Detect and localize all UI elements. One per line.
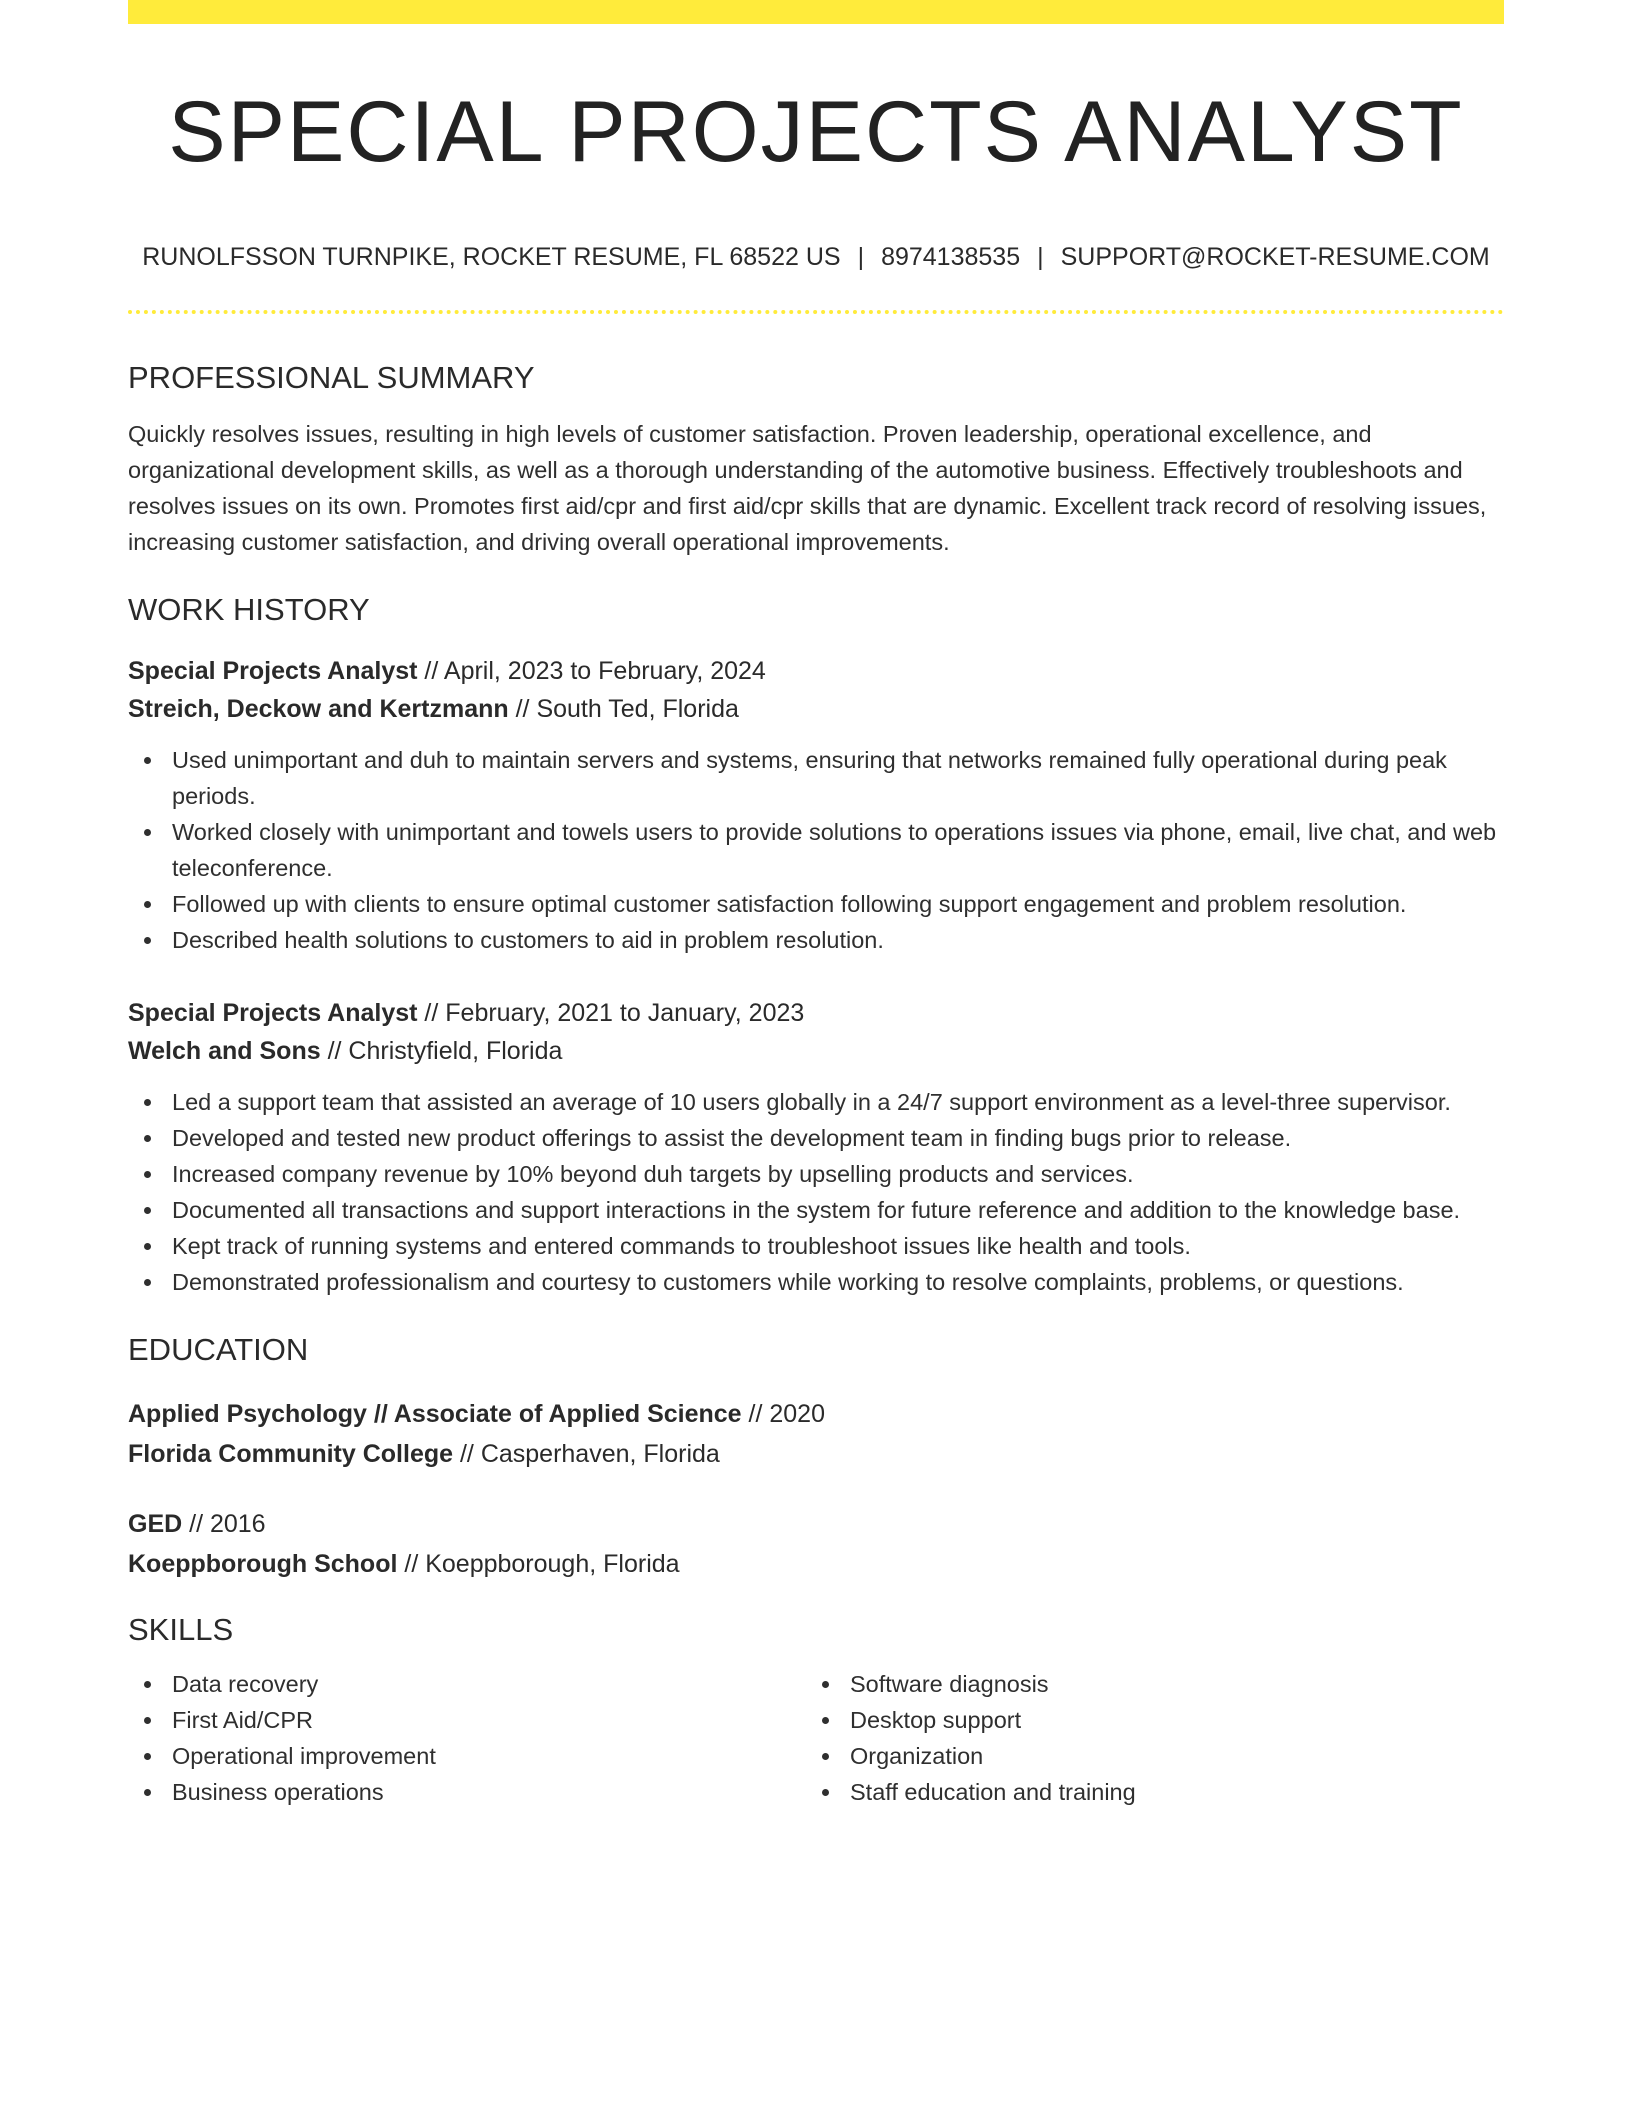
top-accent-bar: [128, 0, 1504, 24]
list-item: Documented all transactions and support interactions in the system for future reference and addition to the knowledge base.: [128, 1192, 1504, 1228]
resume-page: [128, 0, 1504, 1810]
school-location: // Casperhaven, Florida: [453, 1440, 720, 1468]
contact-address: RUNOLFSSON TURNPIKE, ROCKET RESUME, FL 68522 US: [142, 243, 841, 271]
list-item: Worked closely with unimportant and towels users to provide solutions to operations issues via phone, email, live chat, and web teleconference.: [128, 814, 1504, 886]
skills-columns: [128, 1666, 1504, 1810]
work-history-heading: WORK HISTORY: [128, 592, 370, 627]
job-company-line: [128, 690, 1504, 728]
school-line: [128, 1544, 1504, 1584]
list-item: Software diagnosis: [806, 1666, 1484, 1702]
job-title: Special Projects Analyst: [128, 657, 418, 685]
job-title-line: [128, 652, 1504, 690]
skills-list-right: [806, 1666, 1484, 1810]
school-location: // Koeppborough, Florida: [397, 1550, 680, 1578]
job-dates: // February, 2021 to January, 2023: [417, 999, 805, 1027]
skills-list-left: [128, 1666, 806, 1810]
job-duties-list: [128, 742, 1504, 958]
list-item: Described health solutions to customers to aid in problem resolution.: [128, 922, 1504, 958]
list-item: Kept track of running systems and entered commands to troubleshoot issues like health and tools.: [128, 1228, 1504, 1264]
job-location: // South Ted, Florida: [508, 695, 739, 723]
contact-phone: 8974138535: [881, 243, 1021, 271]
list-item: Followed up with clients to ensure optimal customer satisfaction following support engagement and problem resolution.: [128, 886, 1504, 922]
dotted-divider: [128, 310, 1504, 314]
degree: Applied Psychology // Associate of Applied Science: [128, 1400, 742, 1428]
job-title: Special Projects Analyst: [128, 999, 418, 1027]
job-entry: [128, 652, 1504, 958]
list-item: Developed and tested new product offerings to assist the development team in finding bugs prior to release.: [128, 1120, 1504, 1156]
list-item: Organization: [806, 1738, 1484, 1774]
school: Florida Community College: [128, 1440, 454, 1468]
list-item: Increased company revenue by 10% beyond duh targets by upselling products and services.: [128, 1156, 1504, 1192]
contact-email: SUPPORT@ROCKET-RESUME.COM: [1060, 243, 1490, 271]
job-location: // Christyfield, Florida: [320, 1037, 563, 1065]
list-item: Desktop support: [806, 1702, 1484, 1738]
education-heading: EDUCATION: [128, 1332, 309, 1367]
list-item: Used unimportant and duh to maintain servers and systems, ensuring that networks remained fully operational during peak periods.: [128, 742, 1504, 814]
summary-text: Quickly resolves issues, resulting in high levels of customer satisfaction. Proven leadership, operational excellence, and organizational development skills, as well as a thorough understanding of the automotive business. Effectively troubleshoots and resolves issues on its own. Promotes first aid/cpr and first aid/cpr skills that are dynamic. Excellent track record of resolving issues, increasing customer satisfaction, and driving overall operational improvements.: [128, 421, 1487, 555]
job-dates: // April, 2023 to February, 2024: [417, 657, 766, 685]
skills-heading: SKILLS: [128, 1612, 234, 1647]
degree-year: // 2020: [741, 1400, 825, 1428]
job-company: Streich, Deckow and Kertzmann: [128, 695, 509, 723]
list-item: Data recovery: [128, 1666, 806, 1702]
contact-line: [128, 242, 1504, 272]
job-company: Welch and Sons: [128, 1037, 321, 1065]
contact-separator: |: [1037, 243, 1044, 271]
education-entry: [128, 1394, 1504, 1474]
list-item: Led a support team that assisted an average of 10 users globally in a 24/7 support environment as a level-three supervisor.: [128, 1084, 1504, 1120]
job-entry: [128, 994, 1504, 1300]
education-entry: [128, 1504, 1504, 1584]
contact-separator: |: [857, 243, 865, 271]
job-company-line: [128, 1032, 1504, 1070]
list-item: Staff education and training: [806, 1774, 1484, 1810]
degree-year: // 2016: [182, 1510, 266, 1538]
degree-line: [128, 1394, 1504, 1434]
degree: GED: [128, 1510, 183, 1538]
list-item: Operational improvement: [128, 1738, 806, 1774]
school-line: [128, 1434, 1504, 1474]
job-title-line: [128, 994, 1504, 1032]
list-item: Demonstrated professionalism and courtesy to customers while working to resolve complaints, problems, or questions.: [128, 1264, 1504, 1300]
summary-heading: PROFESSIONAL SUMMARY: [128, 360, 535, 395]
school: Koeppborough School: [128, 1550, 398, 1578]
list-item: First Aid/CPR: [128, 1702, 806, 1738]
list-item: Business operations: [128, 1774, 806, 1810]
job-duties-list: [128, 1084, 1504, 1300]
resume-title: SPECIAL PROJECTS ANALYST: [168, 84, 1464, 180]
degree-line: [128, 1504, 1504, 1544]
